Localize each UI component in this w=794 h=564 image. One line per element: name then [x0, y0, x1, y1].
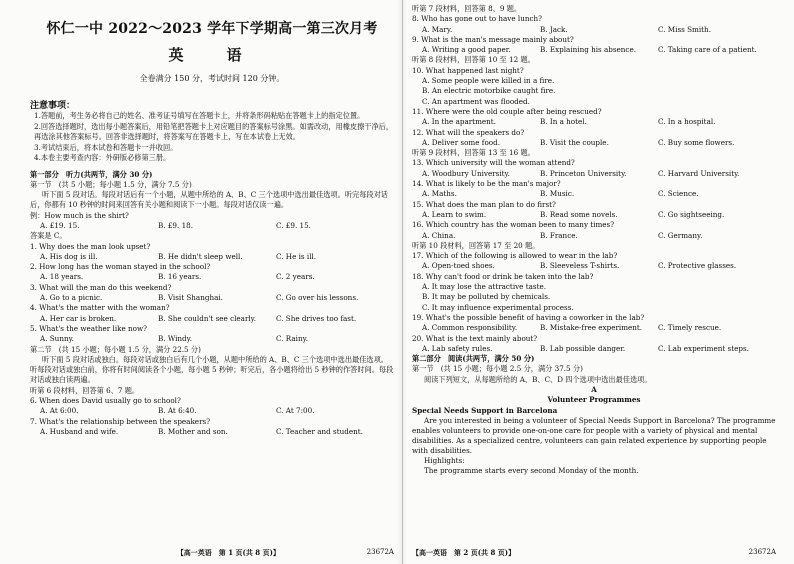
question-15: 15. What does the man plan to do first? — [412, 199, 556, 209]
exam-subject: 英 语 — [168, 46, 256, 64]
question-16-options — [412, 231, 776, 241]
question-10: 10. What happened last night? — [412, 65, 524, 75]
question-12-options — [412, 138, 776, 148]
left-footer — [30, 548, 394, 558]
passage-subtitle: Special Needs Support in Barcelona — [412, 405, 558, 415]
option-b: B. Mistake-free experiment. — [540, 323, 643, 333]
question-20: 20. What is the text mainly about? — [412, 333, 538, 343]
option-c: C. Harvard University. — [658, 168, 740, 178]
option-b: B. Princeton University. — [540, 168, 627, 178]
option-b: B. Mother and son. — [158, 426, 228, 436]
option-b: B. She couldn't see clearly. — [158, 313, 257, 323]
question-13-options — [412, 169, 776, 179]
column-divider — [402, 0, 403, 564]
option-c: C. Buy some flowers. — [658, 137, 735, 147]
example-question: 例：How much is the shirt? — [30, 210, 129, 220]
option-b: B. In a hotel. — [540, 117, 587, 127]
option-a: A. At 6:00. — [40, 406, 79, 416]
option-c: C. She drives too fast. — [276, 313, 357, 323]
option-c: C. 2 years. — [276, 272, 315, 282]
option-c: C. Germany. — [658, 230, 703, 240]
question-8: 8. Who has gone out to have lunch? — [412, 14, 542, 24]
left-column — [30, 0, 394, 564]
option-b: B. Explaining his absence. — [540, 45, 636, 55]
question-1-options — [30, 252, 394, 262]
question-5-options — [30, 334, 394, 344]
notice-list — [30, 111, 394, 164]
question-6-options — [30, 406, 394, 416]
question-17-options — [412, 261, 776, 271]
option-a: A. £19. 15. — [40, 220, 80, 230]
option-b: B. Jack. — [540, 24, 568, 34]
dialog-8-label: 听第 8 段材料，回答第 10 至 12 题。 — [412, 55, 535, 65]
right-footer — [412, 548, 776, 558]
option-a: A. Common responsibility. — [422, 323, 518, 333]
question-2: 2. How long has the woman stayed in the school? — [30, 262, 211, 272]
question-7: 7. What's the relationship between the speakers? — [30, 416, 211, 426]
section2-instructions: 听下面 5 段对话或独白。每段对话或独白后有几个小题，从题中所给的 A、B、C 三个选项中选出最佳选项。听每段对话或独白前，你将有时间阅读各个小题，每小题 5 秒钟；听完后，各小题将给出 5 秒钟的作答时间。每段对话或独白读两遍。 — [30, 354, 394, 385]
option-c: C. Timely rescue. — [658, 323, 722, 333]
option-c: C. Science. — [658, 189, 699, 199]
question-3-options — [30, 293, 394, 303]
notice-item: 1.答题前，考生务必将自己的姓名、准考证号填写在答题卡上，并将条形码粘贴在答题卡上的指定位置。 — [34, 111, 365, 120]
option-c: C. Go over his lessons. — [276, 293, 359, 303]
option-a: A. Woodbury University. — [422, 168, 510, 178]
option-a: A. In the apartment. — [422, 117, 496, 127]
option-c: C. In a hospital. — [658, 117, 716, 127]
question-9-options — [412, 45, 776, 55]
question-17: 17. Which of the following is allowed to wear in the lab? — [412, 251, 618, 261]
question-19-options — [412, 323, 776, 333]
question-20-options — [412, 344, 776, 354]
option-a: A. Writing a good paper. — [422, 45, 511, 55]
question-5: 5. What's the weather like now? — [30, 323, 147, 333]
exam-code: 23672A — [748, 548, 776, 556]
option-b: B. Read some novels. — [540, 209, 618, 219]
option-c: C. It may influence experimental process. — [422, 302, 574, 312]
notice-title: 注意事项： — [30, 101, 76, 111]
option-b: B. France. — [540, 230, 578, 240]
question-18: 18. Why can't food or drink be taken into the lab? — [412, 271, 594, 281]
option-b: B. Lab possible danger. — [540, 343, 626, 353]
option-c: C. Go sightseeing. — [658, 209, 725, 219]
option-b: B. 16 years. — [158, 272, 202, 282]
part1-title: 第一部分 听力(共两节，满分 30 分) — [30, 169, 153, 179]
section1-instructions: 听下面 5 段对话。每段对话后有一个小题，从题中所给的 A、B、C 三个选项中选出最佳选项。听完每段对话后，你都有 10 秒钟的时间来回答有关小题和阅读下一小题。每段对话仅读一遍。 — [30, 190, 388, 210]
question-12: 12. What will the speakers do? — [412, 127, 525, 137]
option-c: C. Protective glasses. — [658, 261, 737, 271]
example-options — [30, 221, 394, 231]
question-9: 9. What is the man's message mainly about? — [412, 34, 574, 44]
option-b: B. Music. — [540, 189, 575, 199]
option-b: B. Visit the couple. — [540, 137, 609, 147]
question-14: 14. What is likely to be the man's major? — [412, 179, 561, 189]
option-b: B. Sleeveless T-shirts. — [540, 261, 620, 271]
question-4-options — [30, 314, 394, 324]
option-b: B. £9. 18. — [158, 220, 193, 230]
option-a: A. Husband and wife. — [40, 426, 119, 436]
passage-title: Volunteer Programmes — [547, 395, 641, 405]
option-b: B. An electric motorbike caught fire. — [422, 86, 556, 96]
option-c: C. Miss Smith. — [658, 24, 711, 34]
option-b: B. It may be polluted by chemicals. — [422, 292, 551, 302]
question-16: 16. Which country has the woman been to many times? — [412, 220, 615, 230]
question-6: 6. When does David usually go to school? — [30, 396, 181, 406]
question-7-options — [30, 427, 394, 437]
page-number: 【高一英语 第 1 页(共 8 页)】 — [176, 548, 280, 557]
option-a: A. Open-toed shoes. — [422, 261, 495, 271]
option-a: A. Mary. — [422, 24, 453, 34]
question-11-options — [412, 117, 776, 127]
part2-section1-title: 第一节 (共 15 小题；每小题 2.5 分，满分 37.5 分) — [412, 364, 583, 374]
notice-item: 3.考试结束后，将本试卷和答题卡一并收回。 — [34, 142, 178, 152]
option-c: C. £9. 15. — [276, 220, 311, 230]
section1-title: 第一节 (共 5 小题；每小题 1.5 分，满分 7.5 分) — [30, 179, 192, 189]
option-c: C. Lab experiment steps. — [658, 343, 749, 353]
part2-title: 第二部分 阅读(共两节，满分 50 分) — [412, 354, 535, 364]
question-2-options — [30, 272, 394, 282]
exam-title: 怀仁一中 2022～2023 学年下学期高一第三次月考 — [46, 21, 378, 37]
option-a: A. His dog is ill. — [40, 251, 98, 261]
exam-code: 23672A — [366, 548, 394, 556]
option-b: B. Windy. — [158, 334, 193, 344]
dialog-9-label: 听第 9 段材料，回答第 13 至 16 题。 — [412, 148, 535, 158]
option-c: C. An apartment was flooded. — [422, 96, 530, 106]
option-c: C. Rainy. — [276, 334, 308, 344]
highlight-item: The programme starts every second Monday of the month. — [424, 466, 639, 476]
option-a: A. Sunny. — [40, 334, 74, 344]
example-answer: 答案是 C。 — [30, 231, 67, 241]
option-c: C. Taking care of a patient. — [658, 45, 757, 55]
notice-item: 4.本卷主要考查内容：外研版必修第三册。 — [34, 153, 171, 162]
dialog-6-label: 听第 6 段材料，回答第 6、7 题。 — [30, 385, 140, 395]
exam-meta: 全卷满分 150 分，考试时间 120 分钟。 — [139, 74, 285, 83]
question-15-options — [412, 210, 776, 220]
option-a: A. 18 years. — [40, 272, 84, 282]
option-c: C. Teacher and student. — [276, 426, 363, 436]
question-14-options — [412, 189, 776, 199]
part2-section1-instructions: 阅读下列短文，从每题所给的 A、B、C、D 四个选项中选出最佳选项。 — [424, 374, 652, 384]
question-4: 4. What's the matter with the woman? — [30, 303, 170, 313]
option-a: A. Go to a picnic. — [40, 293, 103, 303]
question-11: 11. Where were the old couple after being rescued? — [412, 106, 602, 116]
notice-item: 2.回答选择题时，选出每小题答案后，用铅笔把答题卡上对应题目的答案标号涂黑。如需改动，用橡皮擦干净后，再选涂其他答案标号。回答非选择题时，将答案写在答题卡上，写在本试卷上无效。 — [34, 121, 394, 141]
question-19: 19. What's the possible benefit of having a coworker in the lab? — [412, 312, 645, 322]
option-a: A. Her car is broken. — [40, 313, 117, 323]
option-a: A. Some people were killed in a fire. — [422, 76, 555, 86]
question-3: 3. What will the man do this weekend? — [30, 282, 172, 292]
option-a: A. Learn to swim. — [422, 209, 487, 219]
question-1: 1. Why does the man look upset? — [30, 241, 151, 251]
option-b: B. At 6:40. — [158, 406, 197, 416]
option-c: C. He is ill. — [276, 251, 317, 261]
question-8-options — [412, 25, 776, 35]
question-13: 13. Which university will the woman attend? — [412, 158, 575, 168]
dialog-7-label: 听第 7 段材料，回答第 8、9 题。 — [412, 4, 522, 13]
option-a: A. Maths. — [422, 189, 457, 199]
option-a: A. Deliver some food. — [422, 137, 500, 147]
option-a: A. China. — [422, 230, 456, 240]
option-c: C. At 7:00. — [276, 406, 315, 416]
highlights-label: Highlights: — [424, 455, 465, 465]
option-a: A. It may lose the attractive taste. — [422, 282, 547, 292]
page-number: 【高一英语 第 2 页(共 8 页)】 — [412, 548, 516, 557]
right-column — [412, 0, 776, 564]
section2-title: 第二节 (共 15 小题；每小题 1.5 分，满分 22.5 分) — [30, 344, 201, 354]
option-a: A. Lab safety rules. — [422, 343, 493, 353]
passage-body: Are you interested in being a volunteer of Special Needs Support in Barcelona? The programme enables volunteers to provide one-on-one care for people with a variety of physical and mental disabilities. As a specialized centre, volunteers can gain related experience by supporting people with disabilities. — [412, 415, 776, 455]
passage-letter: A — [591, 384, 597, 394]
option-b: B. He didn't sleep well. — [158, 251, 243, 261]
dialog-10-label: 听第 10 段材料，回答第 17 至 20 题。 — [412, 240, 540, 250]
option-b: B. Visit Shanghai. — [158, 293, 223, 303]
